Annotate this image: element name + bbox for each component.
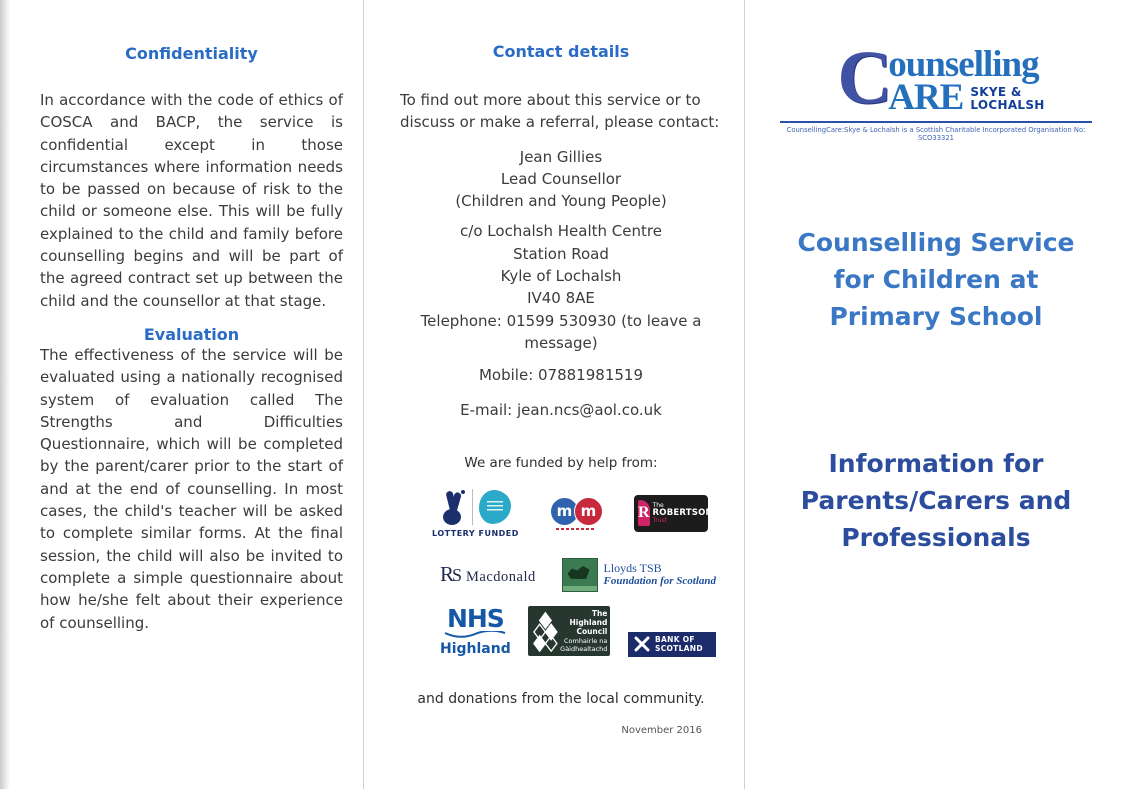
mm-logo <box>550 497 603 531</box>
leaflet-title: Counselling Service for Children at Primary School <box>797 227 1075 331</box>
contact-intro: To find out more about this service or to discuss or make a referral, please contact: <box>400 91 720 132</box>
mobile-line: Mobile: 07881981519 <box>478 366 643 385</box>
logo-word-ounselling: ounselling <box>888 44 1039 85</box>
contact-heading: Contact details <box>492 42 630 61</box>
scan-edge-shadow <box>0 0 10 789</box>
highland-line4: Gàidhealtachd <box>560 644 608 653</box>
highland-council-logo <box>528 606 610 656</box>
rs-name: Macdonald <box>466 569 536 586</box>
donations-note: and donations from the local community. <box>417 690 705 707</box>
robertson-r-icon: R <box>638 500 650 526</box>
lloyds-line2: Foundation for Scotland <box>603 575 716 588</box>
logo-region-line2: LOCHALSH <box>970 98 1045 112</box>
date-label: November 2016 <box>621 724 702 736</box>
address-line: c/o Lochalsh Health Centre <box>460 222 662 241</box>
lottery-caption: LOTTERY FUNDED <box>432 528 519 538</box>
highland-line3: Comhairle na <box>563 636 608 645</box>
nhs-highland-word: Highland <box>440 640 511 657</box>
contact-role2: (Children and Young People) <box>455 192 667 211</box>
logo-word-are: ARE <box>888 77 964 119</box>
mm-circles-icon <box>550 497 603 526</box>
fold-line-right <box>744 0 745 789</box>
confidentiality-body: In accordance with the code of ethics of COSCA and BACP, the service is confidential except in those circumstances where information needs to be passed on because of risk to the child or someone else. This will be fully explained to the child and family before counselling begins and will be part of the agreed contract set up between the child and the counsellor at that stage. <box>40 91 343 310</box>
funder-logos-row-1 <box>400 489 722 538</box>
panel-cover <box>780 36 1092 556</box>
lottery-divider <box>472 489 473 525</box>
robertson-name: ROBERTSON <box>652 508 713 519</box>
address-line: Station Road <box>513 244 609 263</box>
fold-line-left <box>363 0 364 789</box>
email-line: E-mail: jean.ncs@aol.co.uk <box>460 400 662 419</box>
funder-logos-row-2 <box>400 558 722 592</box>
lloyds-tsb-logo <box>562 558 716 592</box>
panel-confidentiality <box>40 44 343 634</box>
contact-name: Jean Gillies <box>519 147 603 166</box>
funded-heading: We are funded by help from: <box>464 454 658 471</box>
leaflet-subtitle: Information for Parents/Carers and Professionals <box>800 448 1072 552</box>
confidentiality-heading: Confidentiality <box>125 44 258 63</box>
logo-region-line1: SKYE & <box>970 85 1022 100</box>
evaluation-heading: Evaluation <box>143 324 240 344</box>
rs-r: R <box>440 562 455 587</box>
mm-right-circle: m <box>574 497 603 526</box>
rs-macdonald-logo <box>440 562 536 587</box>
address-line: IV40 8AE <box>527 289 595 308</box>
mm-left-circle: m <box>550 497 579 526</box>
bank-of-scotland-logo <box>628 632 716 657</box>
charity-tagline: CounsellingCare:Skye & Lochalsh is a Scottish Charitable Incorporated Organisation No: SCO33321 <box>780 121 1092 142</box>
mm-caption-bar <box>556 528 596 531</box>
highland-diamonds-icon <box>531 610 560 652</box>
lottery-blob-icon <box>479 490 511 524</box>
bos-saltire-icon <box>633 635 651 653</box>
robertson-the: The <box>652 502 664 510</box>
highland-line2: Council <box>576 627 608 637</box>
robertson-trust-word: Trust <box>652 516 668 524</box>
funder-logos-row-3 <box>400 603 722 657</box>
highland-line1: The Highland <box>569 608 608 628</box>
bos-line2: SCOTLAND <box>655 644 703 654</box>
panel-contact <box>400 42 722 736</box>
address-line: Kyle of Lochalsh <box>500 267 622 286</box>
bos-line1: BANK OF <box>655 635 695 645</box>
lottery-crossed-fingers-icon <box>440 489 466 525</box>
telephone-line: Telephone: 01599 530930 (to leave a message) <box>420 311 702 352</box>
big-c-letter: C <box>837 36 893 120</box>
evaluation-body: The effectiveness of the service will be evaluated using a nationally recognised system of evaluation called The Strengths and Difficulties Questionnaire, which will be completed by the parent/carer prior to the start of and at the end of counselling. In most cases, the child's teacher will be asked to complete similar forms. At the final session, the child will also be invited to complete a simple questionnaire about how he/she felt about their experience of counselling. <box>40 345 343 632</box>
nhs-wave-icon <box>444 631 506 639</box>
lottery-funded-logo <box>432 489 519 538</box>
lloyds-line1: Lloyds TSB <box>603 560 662 575</box>
lloyds-horse-icon <box>562 558 598 592</box>
contact-role: Lead Counsellor <box>500 169 622 188</box>
rs-s: S <box>452 565 463 586</box>
counselling-care-logo <box>790 36 1092 120</box>
nhs-highland-logo <box>440 603 511 657</box>
nhs-letters: NHS <box>446 603 504 633</box>
robertson-trust-logo <box>634 495 713 532</box>
